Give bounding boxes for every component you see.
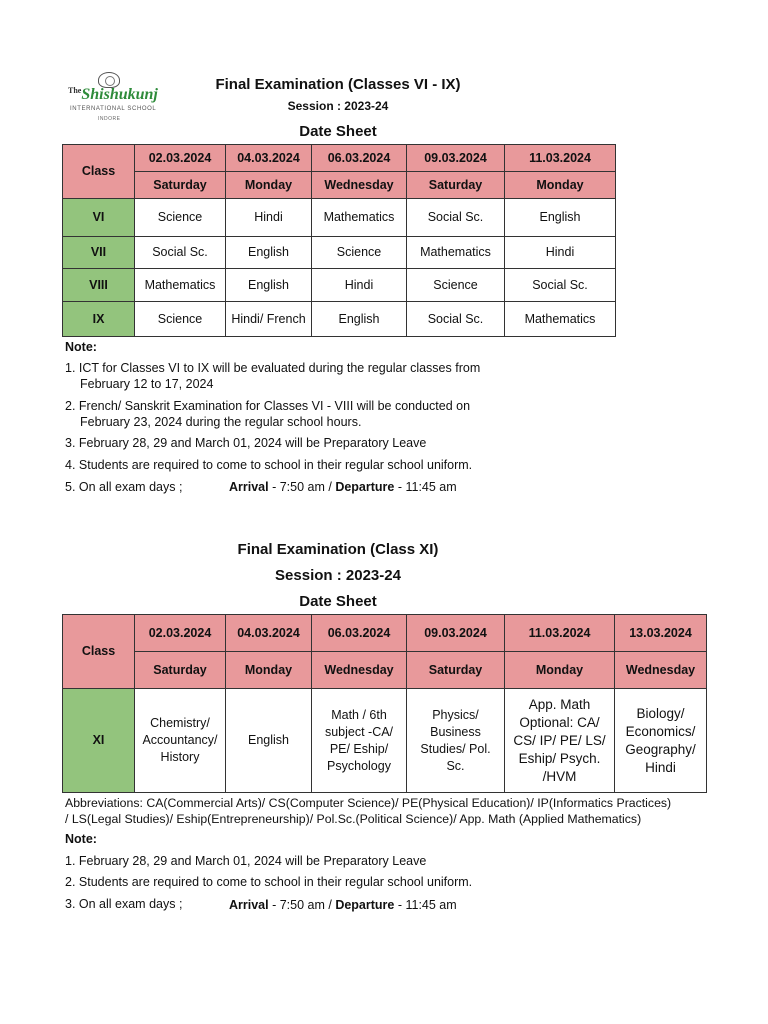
class-header: Class bbox=[63, 145, 135, 199]
note-item: 3. On all exam days ; bbox=[65, 897, 183, 911]
logo-subtitle: INTERNATIONAL SCHOOL bbox=[70, 106, 157, 112]
day-cell: Monday bbox=[226, 172, 312, 199]
table-row bbox=[63, 237, 616, 269]
exam-title-1: Final Examination (Classes VI - IX) bbox=[215, 76, 461, 93]
day-cell: Wednesday bbox=[312, 172, 407, 199]
class-cell: IX bbox=[63, 302, 135, 337]
subject-cell: Physics/ Business Studies/ Pol. Sc. bbox=[407, 689, 505, 793]
note-item: 4. Students are required to come to school in their regular school uniform. bbox=[65, 458, 473, 472]
subject-cell: Hindi bbox=[226, 199, 312, 237]
session-2: Session : 2023-24 bbox=[275, 567, 401, 584]
day-cell: Monday bbox=[505, 652, 615, 689]
date-cell: 11.03.2024 bbox=[505, 615, 615, 652]
class-cell: VI bbox=[63, 199, 135, 237]
subject-cell: Science bbox=[312, 237, 407, 269]
note-item: 1. ICT for Classes VI to IX will be evaluated during the regular classes from bbox=[65, 361, 481, 375]
table-header-dates bbox=[63, 145, 616, 172]
subject-cell: Math / 6th subject -CA/ PE/ Eship/ Psychology bbox=[312, 689, 407, 793]
subject-cell: English bbox=[312, 302, 407, 337]
note-item: 3. February 28, 29 and March 01, 2024 will be Preparatory Leave bbox=[65, 436, 427, 450]
table-row bbox=[63, 199, 616, 237]
class-cell: XI bbox=[63, 689, 135, 793]
session-1: Session : 2023-24 bbox=[287, 99, 389, 113]
subject-cell: App. Math Optional: CA/ CS/ IP/ PE/ LS/ Eship/ Psych. /HVM bbox=[505, 689, 615, 793]
day-cell: Saturday bbox=[407, 652, 505, 689]
subject-cell: Hindi/ French bbox=[226, 302, 312, 337]
table-row bbox=[63, 302, 616, 337]
subject-cell: Mathematics bbox=[312, 199, 407, 237]
exam-timing-1: Arrival - 7:50 am / Departure - 11:45 am bbox=[229, 480, 457, 494]
subject-cell: Social Sc. bbox=[407, 302, 505, 337]
subject-cell: English bbox=[226, 269, 312, 302]
table-row bbox=[63, 689, 707, 793]
day-cell: Wednesday bbox=[312, 652, 407, 689]
note-item: 5. On all exam days ; bbox=[65, 480, 183, 494]
subject-cell: English bbox=[226, 237, 312, 269]
table-header-days bbox=[63, 652, 707, 689]
abbreviations-line: / LS(Legal Studies)/ Eship(Entrepreneurship)/ Pol.Sc.(Political Science)/ App. Math (Applied Mathematics) bbox=[65, 812, 642, 826]
day-cell: Saturday bbox=[135, 172, 226, 199]
subject-cell: Chemistry/ Accountancy/ History bbox=[135, 689, 226, 793]
table-header-days bbox=[63, 172, 616, 199]
date-cell: 04.03.2024 bbox=[226, 615, 312, 652]
subject-cell: Science bbox=[135, 302, 226, 337]
logo-city: INDORE bbox=[98, 116, 121, 122]
date-cell: 11.03.2024 bbox=[505, 145, 616, 172]
note-item: 1. February 28, 29 and March 01, 2024 will be Preparatory Leave bbox=[65, 854, 427, 868]
datesheet-2: Date Sheet bbox=[299, 593, 377, 610]
day-cell: Monday bbox=[226, 652, 312, 689]
subject-cell: Mathematics bbox=[407, 237, 505, 269]
note-label-2: Note: bbox=[65, 832, 97, 846]
day-cell: Saturday bbox=[407, 172, 505, 199]
datesheet-table-1 bbox=[62, 144, 616, 337]
subject-cell: English bbox=[505, 199, 616, 237]
day-cell: Monday bbox=[505, 172, 616, 199]
date-cell: 02.03.2024 bbox=[135, 145, 226, 172]
class-cell: VII bbox=[63, 237, 135, 269]
class-cell: VIII bbox=[63, 269, 135, 302]
subject-cell: Hindi bbox=[312, 269, 407, 302]
subject-cell: Mathematics bbox=[135, 269, 226, 302]
logo-brand: $^{The}$Shishukunj bbox=[68, 86, 158, 103]
note-label-1: Note: bbox=[65, 340, 97, 354]
subject-cell: Science bbox=[407, 269, 505, 302]
exam-title-2: Final Examination (Class XI) bbox=[237, 541, 439, 558]
subject-cell: Social Sc. bbox=[505, 269, 616, 302]
subject-cell: English bbox=[226, 689, 312, 793]
date-cell: 13.03.2024 bbox=[615, 615, 707, 652]
date-cell: 09.03.2024 bbox=[407, 615, 505, 652]
day-cell: Wednesday bbox=[615, 652, 707, 689]
day-cell: Saturday bbox=[135, 652, 226, 689]
note-item: 2. French/ Sanskrit Examination for Classes VI - VIII will be conducted on bbox=[65, 399, 471, 413]
abbreviations-line: Abbreviations: CA(Commercial Arts)/ CS(Computer Science)/ PE(Physical Education)/ IP(Informatics Practices) bbox=[65, 796, 672, 810]
table-header-dates bbox=[63, 615, 707, 652]
subject-cell: Hindi bbox=[505, 237, 616, 269]
subject-cell: Social Sc. bbox=[407, 199, 505, 237]
date-cell: 06.03.2024 bbox=[312, 145, 407, 172]
datesheet-1: Date Sheet bbox=[299, 123, 377, 140]
subject-cell: Science bbox=[135, 199, 226, 237]
exam-timing-2: Arrival - 7:50 am / Departure - 11:45 am bbox=[229, 898, 457, 912]
date-cell: 02.03.2024 bbox=[135, 615, 226, 652]
date-cell: 06.03.2024 bbox=[312, 615, 407, 652]
note-item: February 12 to 17, 2024 bbox=[80, 377, 214, 391]
date-cell: 04.03.2024 bbox=[226, 145, 312, 172]
date-cell: 09.03.2024 bbox=[407, 145, 505, 172]
note-item: 2. Students are required to come to school in their regular school uniform. bbox=[65, 875, 473, 889]
subject-cell: Biology/ Economics/ Geography/ Hindi bbox=[615, 689, 707, 793]
datesheet-table-2 bbox=[62, 614, 707, 793]
subject-cell: Social Sc. bbox=[135, 237, 226, 269]
subject-cell: Mathematics bbox=[505, 302, 616, 337]
class-header: Class bbox=[63, 615, 135, 689]
note-item: February 23, 2024 during the regular school hours. bbox=[80, 415, 362, 429]
table-row bbox=[63, 269, 616, 302]
